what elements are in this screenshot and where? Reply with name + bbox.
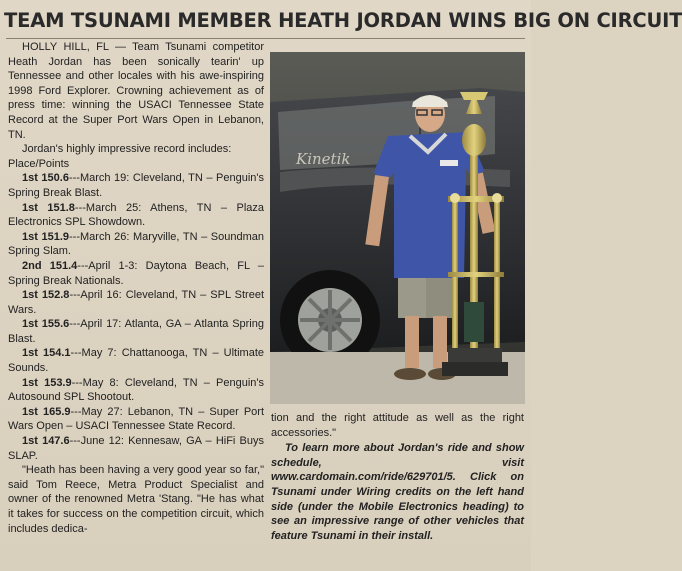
result-place-points: 1st 150.6 bbox=[22, 172, 69, 185]
intro-paragraph: HOLLY HILL, FL — Team Tsunami competitor Heath Jordan has been sonically tearin' up Tennessee and other locales with his awe-inspiring 1998 Ford Explorer. Crowning achievement as of press time: winning the USACI Tennessee State Record at the Super Port Wars Open in Lebanon, TN. bbox=[8, 41, 264, 141]
result-entry bbox=[8, 288, 264, 317]
article-left-column bbox=[8, 40, 264, 568]
truck-decal: Kinetik bbox=[296, 150, 351, 168]
result-entry bbox=[8, 376, 264, 405]
result-place-points: 1st 154.1 bbox=[22, 347, 71, 360]
result-place-points: 1st 153.9 bbox=[22, 376, 72, 389]
result-description: ---March 26: Maryville, TN – Soundman Spring Slam. bbox=[8, 230, 264, 258]
record-header: Place/Points bbox=[8, 157, 70, 170]
result-description: ---March 19: Cleveland, TN – Penguin's Spring Break Blast. bbox=[8, 172, 265, 199]
result-place-points: 1st 151.9 bbox=[22, 230, 70, 243]
result-description: ---April 17: Atlanta, GA – Atlanta Spring Blast. bbox=[8, 318, 264, 345]
result-description: ---May 27: Lebanon, TN – Super Port Wars Open – USACI Tennessee State Record. bbox=[8, 405, 264, 433]
result-place-points: 1st 151.8 bbox=[22, 201, 75, 214]
quote-continued: tion and the right attitude as well as the right accessories." bbox=[271, 412, 524, 439]
result-entry bbox=[8, 346, 264, 375]
promo-paragraph: To learn more about Jordan's ride and show schedule, visit www.cardomain.com/ride/629701/5. Click on Tsunami under Wiring credits on the left hand side (under the Mobile Electronics heading) to see an impressive range of other vehicles that feature Tsunami in their install. bbox=[271, 442, 524, 542]
result-entry bbox=[8, 405, 264, 434]
shorts-left bbox=[398, 274, 426, 318]
headline-rule bbox=[6, 38, 525, 39]
result-place-points: 1st 152.8 bbox=[22, 289, 70, 302]
result-entry bbox=[8, 230, 264, 259]
leg-left bbox=[405, 316, 419, 368]
headline: TEAM TSUNAMI MEMBER HEATH JORDAN WINS BIG ON CIRCUIT bbox=[4, 9, 682, 32]
article-photo bbox=[270, 52, 525, 404]
result-description: ---April 1-3: Daytona Beach, FL – Spring Break Nationals. bbox=[8, 259, 265, 287]
result-description: ---May 7: Chattanooga, TN – Ultimate Sounds. bbox=[8, 347, 265, 375]
quote-paragraph: "Heath has been having a very good year so far," said Tom Reece, Metra Product Specialist and owner of the renowned Metra 'Stang. "He has what it takes for success on the competition circuit, which includes dedica- bbox=[8, 464, 264, 535]
result-place-points: 1st 165.9 bbox=[22, 405, 71, 418]
result-entry bbox=[8, 171, 264, 200]
result-entry bbox=[8, 259, 264, 288]
results-list bbox=[8, 171, 264, 463]
leg-right bbox=[433, 316, 447, 368]
photo-illustration bbox=[270, 52, 525, 404]
result-entry bbox=[8, 434, 264, 463]
result-entry bbox=[8, 317, 264, 346]
sandal-left bbox=[394, 368, 426, 380]
record-intro: Jordan's highly impressive record includes: bbox=[22, 143, 232, 156]
result-description: ---March 25: Athens, TN – Plaza Electronics SPL Showdown. bbox=[8, 201, 264, 229]
result-entry bbox=[8, 201, 264, 230]
result-description: ---June 12: Kennesaw, GA – HiFi Buys SLAP. bbox=[8, 435, 265, 462]
shirt-badge bbox=[440, 160, 458, 166]
result-description: ---April 16: Cleveland, TN – SPL Street Wars. bbox=[8, 289, 265, 316]
rim-spokes bbox=[300, 290, 360, 350]
article-right-column bbox=[271, 411, 524, 569]
result-description: ---May 8: Cleveland, TN – Penguin's Autosound SPL Shootout. bbox=[8, 376, 264, 404]
shorts-right bbox=[426, 274, 456, 318]
result-place-points: 1st 155.6 bbox=[22, 318, 70, 331]
result-place-points: 1st 147.6 bbox=[22, 435, 70, 448]
result-place-points: 2nd 151.4 bbox=[22, 259, 78, 272]
